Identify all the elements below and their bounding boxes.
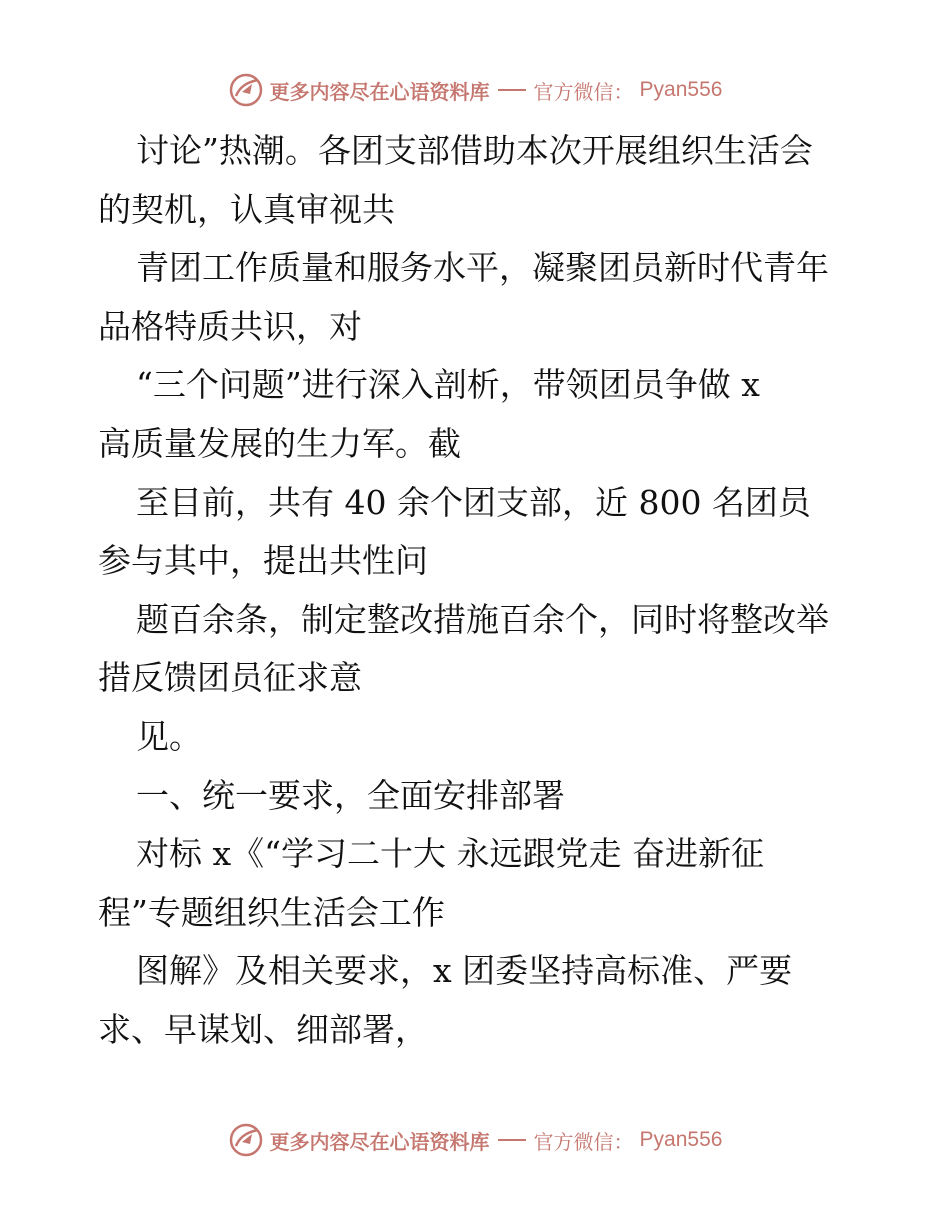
body-line: 措反馈团员征求意 [98,658,362,698]
banner-main-text: 更多内容尽在心语资料库 [269,1129,490,1154]
body-line: 程”专题组织生活会工作 [98,892,445,932]
body-line: 求、早谋划、细部署， [98,1009,428,1049]
body-line: 见。 [136,716,202,756]
banner-dash [498,1139,526,1141]
body-line: 高质量发展的生力军。截 [98,423,461,463]
body-line: “三个问题”进行深入剖析，带领团员争做 x [136,365,760,405]
logo-icon [228,1122,264,1158]
body-line: 至目前，共有 40 余个团支部，近 800 名团员 [136,482,811,522]
body-line: 品格特质共识，对 [98,306,362,346]
body-line: 的契机，认真审视共 [98,189,395,229]
banner-wechat-id: Pyan556 [639,78,723,101]
body-line: 图解》及相关要求，x 团委坚持高标准、严要 [136,951,793,991]
banner-main-text: 更多内容尽在心语资料库 [269,79,490,104]
header-watermark-banner [0,70,950,110]
body-line: 题百余条，制定整改措施百余个，同时将整改举 [136,599,829,639]
document-body [98,122,868,1060]
banner-wechat-id: Pyan556 [639,1128,723,1151]
footer-watermark-banner [0,1120,950,1160]
body-line: 讨论”热潮。各团支部借助本次开展组织生活会 [136,131,813,170]
body-line: 参与其中，提出共性问 [98,541,428,581]
body-line: 对标 x《“学习二十大 永远跟党走 奋进新征 [136,834,764,874]
banner-sub-text: 官方微信： [533,79,634,104]
banner-sub-text: 官方微信： [533,1129,634,1154]
body-line: 青团工作质量和服务水平，凝聚团员新时代青年 [136,248,829,288]
logo-icon [228,72,264,108]
section-heading: 一、统一要求，全面安排部署 [136,775,565,815]
banner-dash [498,89,526,91]
